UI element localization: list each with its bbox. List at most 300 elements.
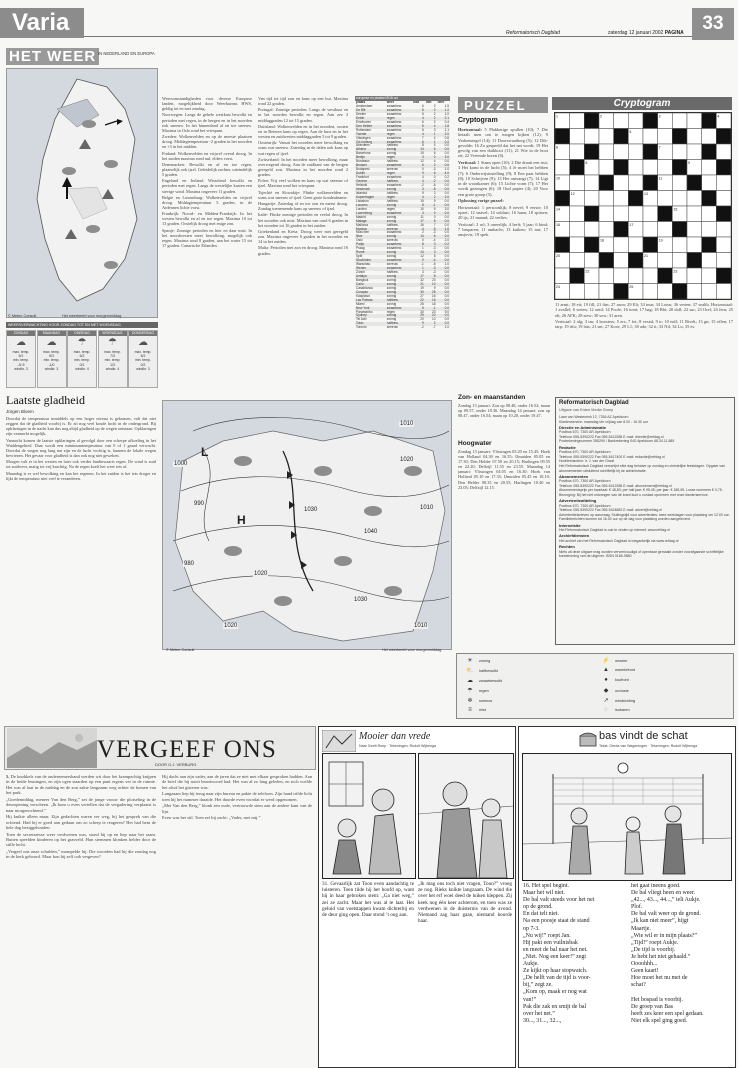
table-cell: 0.0 [444, 285, 449, 290]
table-cell: 0.0 [444, 246, 449, 251]
table-cell: 0.0 [444, 254, 449, 259]
grid-cell[interactable] [628, 268, 643, 284]
grid-cell[interactable] [599, 284, 614, 300]
table-cell: sneeuw [386, 325, 398, 330]
grid-cell[interactable] [687, 129, 702, 145]
grid-cell[interactable] [570, 284, 585, 300]
table-cell: Zd.Limburg [356, 139, 373, 144]
grid-cell-black [570, 268, 585, 284]
legend-symbol-icon: ☂ [467, 688, 473, 694]
isobar-label: 980 [184, 561, 195, 567]
grid-cell[interactable] [555, 268, 570, 284]
crossword-grid-svg [555, 113, 731, 299]
grid-cell[interactable] [599, 160, 614, 176]
grid-cell[interactable] [643, 268, 658, 284]
grid-cell[interactable] [599, 222, 614, 238]
table-cell: Antalya [356, 273, 367, 278]
forecast-wind: windkr. 3 [44, 366, 59, 371]
grid-cell-black [643, 237, 658, 253]
table-cell: Tel Aviv [356, 317, 367, 322]
grid-cell[interactable] [658, 160, 673, 176]
legend-symbol-icon: ◌ [604, 707, 608, 713]
grid-cell[interactable] [584, 222, 599, 238]
comic-text-line: „42..., 43..., 44...,” telt Aukje. [631, 897, 701, 904]
grid-cell[interactable] [628, 144, 643, 160]
table-cell: 17 [420, 218, 424, 223]
grid-cell[interactable] [570, 129, 585, 145]
grid-cell[interactable] [672, 237, 687, 253]
grid-cell[interactable] [599, 191, 614, 207]
europe-map-caption-right: Het weerbeeld voor morgenmiddag [382, 648, 442, 652]
grid-cell-black [643, 113, 658, 129]
netherlands-map-graphic [7, 69, 157, 317]
grid-cell[interactable] [672, 191, 687, 207]
comic2-text-left [523, 883, 627, 1065]
colophon-line: Postbus 670, 7300 AR Apeldoorn [559, 430, 611, 435]
grid-cell[interactable] [628, 160, 643, 176]
forecast-min-label: min. temp. [43, 358, 60, 363]
grid-cell[interactable] [716, 222, 731, 238]
table-cell: 16 [432, 293, 436, 298]
grid-cell[interactable] [599, 206, 614, 222]
grid-cell[interactable] [702, 284, 717, 300]
grid-cell[interactable] [672, 253, 687, 269]
grid-cell[interactable] [570, 222, 585, 238]
table-cell: sneeuw [386, 238, 398, 243]
forecast-min-value: 0/2 [140, 362, 146, 367]
table-cell: regen [386, 194, 395, 199]
table-cell: 9.0 [444, 309, 449, 314]
header-rule [84, 36, 692, 37]
grid-cell[interactable] [687, 237, 702, 253]
table-cell: Kopenhagen [356, 194, 375, 199]
table-cell: zonnig [386, 293, 397, 298]
grid-cell[interactable] [658, 222, 673, 238]
table-cell: -3 [432, 167, 436, 172]
table-cell: Mallorca [356, 222, 369, 227]
table-cell: Moskou [356, 226, 368, 231]
temp-col-header: weer [386, 100, 395, 104]
grid-cell[interactable] [672, 144, 687, 160]
forecast-wind: windkr. 4 [75, 366, 89, 371]
grid-cell-black [687, 253, 702, 269]
table-cell: Deelen [356, 111, 367, 116]
grid-cell[interactable] [672, 113, 687, 129]
grid-cell[interactable] [584, 191, 599, 207]
serial-byline: DOOR G.J. VERBURG [155, 762, 197, 767]
table-cell: zwaarbew. [386, 107, 402, 112]
europe-paragraph: Hongarije: Zaterdag af en toe zon en meest droog. Zondag toenemende kans op sneeuw of ijzel. [258, 201, 348, 212]
grid-cell[interactable] [570, 144, 585, 160]
grid-number: 21 [644, 254, 648, 258]
grid-cell[interactable] [702, 268, 717, 284]
grid-cell[interactable] [716, 284, 731, 300]
forecast-max-value: 6/2 [79, 354, 85, 359]
europe-paragraph: Zweden: Wolkenvelden en op de meeste plaatsen droog. Middagtemperatuur -2 graden in het noorden en +3 in het midden. [162, 134, 252, 150]
grid-number: 10 [556, 176, 560, 181]
grid-cell[interactable] [643, 129, 658, 145]
table-cell: 0.2 [444, 139, 449, 144]
comic-bas-vindt-de-schat [518, 726, 736, 1068]
comic-text-line: bij,” zegt ze. [523, 982, 553, 989]
table-cell: halfbew. [386, 269, 399, 274]
grid-cell[interactable] [702, 253, 717, 269]
grid-cell[interactable] [687, 113, 702, 129]
comic1-panel-1 [322, 753, 416, 879]
table-cell: 8 [433, 273, 436, 278]
grid-cell[interactable] [614, 268, 629, 284]
comic-text-line: „Kom op, maak er nog wat [523, 989, 587, 996]
grid-cell[interactable] [599, 268, 614, 284]
colophon-line: Abonnementsprijs per kwartaal: € 48,80; per half jaar: € 95,45; per jaar: € 185,95. Losse nummers € 0,75. [559, 488, 723, 493]
table-cell: zwaarbew. [386, 246, 402, 251]
table-cell: Rotterdam [356, 127, 371, 132]
grid-cell[interactable] [614, 191, 629, 207]
table-cell: 0.0 [444, 293, 449, 298]
grid-number: 1 [556, 114, 558, 119]
table-cell: 23 [432, 277, 436, 282]
table-cell: -2 [420, 183, 424, 188]
table-cell: zonnig [386, 218, 397, 223]
table-cell: 6 [433, 151, 436, 156]
table-cell: 16 [420, 222, 424, 227]
grid-cell[interactable] [599, 129, 614, 145]
table-cell: zwaarbew. [386, 266, 402, 271]
table-cell: zonnig [386, 151, 397, 156]
grid-cell[interactable] [658, 284, 673, 300]
weather-icon: ☂ [77, 337, 87, 348]
table-cell: De Bilt [356, 107, 366, 112]
comic-text-line: heeft zes keer een spel gedaan. [631, 1010, 704, 1017]
europe-paragraph: Oostenrijk: Vanuit het noorden meer bewolking en soms wat sneeuw. Zaterdag in de dalen ook kans op wat regen of ijzel. [258, 140, 348, 156]
table-cell: Twente [356, 131, 367, 136]
table-cell: 8 [422, 242, 424, 247]
temperature-table [355, 96, 450, 396]
grid-cell-black [643, 175, 658, 191]
grid-cell[interactable] [687, 191, 702, 207]
table-cell: 0 [422, 167, 424, 172]
comic2-credit: Tekst: Gerda van Wageningen · Tekeningen: Rudolf Wijbenga [599, 744, 698, 748]
grid-cell[interactable] [702, 222, 717, 238]
grid-cell[interactable] [555, 160, 570, 176]
grid-cell[interactable] [584, 175, 599, 191]
grid-cell[interactable] [658, 253, 673, 269]
forecast-max-label: max. temp. [104, 350, 121, 354]
crossword-title: Cryptogram [552, 97, 732, 110]
comic-text-line: op de grond. [523, 904, 553, 911]
table-cell: Zürich [356, 269, 365, 274]
table-cell: zonnig [386, 285, 397, 290]
grid-cell[interactable] [614, 175, 629, 191]
table-cell: 6 [433, 234, 436, 239]
table-cell: zonnig [386, 202, 397, 207]
comic-text-line: Maar het wil niet. [523, 890, 565, 897]
table-cell: zonnig [386, 250, 397, 255]
table-cell: Berlijn [356, 155, 365, 160]
grid-cell[interactable] [584, 253, 599, 269]
table-cell: Innsbruck [356, 186, 370, 191]
table-cell: 0 [433, 175, 436, 180]
grid-cell[interactable] [628, 237, 643, 253]
table-cell: 22 [420, 297, 424, 302]
forecast-day: ZONDAG [7, 331, 35, 336]
table-cell: 17 [420, 273, 424, 278]
grid-cell[interactable] [687, 268, 702, 284]
article-body [6, 416, 156, 718]
table-cell: regen [386, 171, 395, 176]
table-cell: 7 [433, 222, 436, 227]
table-cell: zonnig [386, 277, 397, 282]
table-cell: 1.0 [444, 167, 449, 172]
puzzle-answers-right [555, 302, 733, 344]
table-cell: Madrid [356, 214, 366, 219]
comic-text-line: het gaat ineens goed. [631, 883, 681, 889]
legend-label: regen [479, 689, 489, 693]
grid-cell[interactable] [687, 144, 702, 160]
grid-cell[interactable] [614, 237, 629, 253]
grid-cell[interactable] [672, 175, 687, 191]
grid-cell[interactable] [716, 144, 731, 160]
grid-number: 16 [556, 223, 560, 227]
article-author: Jürgen Bloem [6, 409, 34, 414]
grid-cell[interactable] [570, 253, 585, 269]
table-cell: 8 [422, 202, 424, 207]
grid-cell[interactable] [716, 237, 731, 253]
table-cell: 1.0 [444, 111, 449, 116]
table-cell: 2.0 [444, 131, 449, 136]
clues-down: 1 Staan open (10); 2 Die draait een trui; 3 Het komt in de lucht (5); 4 Je moet het hebben (7); 6 Onderwijsinstelling (9); 8 Een paar hebben (8); 10 Schrijven (9); 13 Het ontvangt (7); 14 Ligt in de woonkamer (6); 15 Lichte vorm (7); 17 Het wordt gezongen (6); 18 Oud papier (4); 20 Voor een grote groep (5). [458, 159, 548, 197]
table-cell: halfbew. [386, 143, 399, 148]
table-cell: zonnig [386, 301, 397, 306]
solution-heading: Oplossing vorige puzzel: [458, 198, 504, 204]
table-cell: Genève [356, 179, 368, 184]
grid-cell[interactable] [628, 113, 643, 129]
table-cell: 2 [433, 115, 436, 120]
europe-paragraph: Polen: Vrij veel wolken en kans op wat sneeuw of ijzel. Maxima rond het vriespunt. [258, 178, 348, 189]
grid-cell[interactable] [658, 191, 673, 207]
tide-text: Zondag 13 januari: Vlissingen 03.20 en 15.45; Hoek van Holland 04.30 en 16.55; IJmuiden 05.05 en 17.30; Den Helder 07.50 en 20.15; Harlingen 09.55 en 22.20; Delfzijl 11.35 en 23.55. Maandag 14 januari: Vlissingen 04.05 en 16.30; Hoek van Holland 05.10 en 17.35; IJmuiden 05.45 en 18.10; Den Helder 08.35 en 20.55; Harlingen 10.40 en 23.05; Delfzijl 12.15. [458, 449, 550, 490]
table-cell: 3 [422, 155, 424, 160]
grid-cell[interactable] [614, 144, 629, 160]
grid-number: 11 [658, 176, 663, 181]
grid-cell[interactable] [584, 129, 599, 145]
table-cell: zwaarbew. [386, 230, 402, 235]
table-cell: Warschau [356, 262, 371, 267]
serial-paragraph: Even was het stil. Toen zei hij zacht: „Vader, met mij.” [162, 815, 261, 821]
grid-cell[interactable] [570, 206, 585, 222]
legend-label: zwaarbewolkt [479, 679, 503, 683]
table-cell: 2.0 [444, 194, 449, 199]
table-cell: zwaarbew. [386, 305, 402, 310]
table-cell: zwaarbew. [386, 119, 402, 124]
grid-cell-black [658, 206, 673, 222]
grid-cell[interactable] [614, 206, 629, 222]
table-cell: 0.0 [444, 313, 449, 318]
table-cell: -3 [432, 246, 436, 251]
table-cell: München [356, 230, 370, 235]
table-cell: 8 [433, 218, 436, 223]
comic-text-line: Maartje. [631, 925, 651, 932]
colophon-line: Advertentieafdeling [559, 498, 597, 504]
table-cell: Londen [356, 206, 367, 211]
comic1-text-left: 31. Gevaarlijk zat Toon even aandachtig te luisteren. Toen tilde hij het hoofd op, want hij in haar gebroken stem: „Ga niet weg,” zei ze zacht. Maar het was al te laat. Het geluid van voetstappen kwam dichterbij en de deur ging open. Daar stond ’t oog aan. [322, 881, 414, 919]
table-cell: Wenen [356, 266, 367, 271]
grid-cell[interactable] [643, 222, 658, 238]
page-number: 33 [692, 8, 734, 40]
table-cell: 0.0 [444, 277, 449, 282]
comic1-emblem [322, 730, 356, 752]
weather-icon: ☁ [46, 337, 57, 348]
table-cell: 4 [433, 143, 436, 148]
europe-paragraph: Griekenland en Kreta: Droog weer met geregeld zon. Maxima ongeveer 6 graden in het noorden en 14 in het zuiden. [258, 228, 348, 245]
grid-cell[interactable] [643, 284, 658, 300]
grid-cell[interactable] [702, 129, 717, 145]
colophon-line: Telefoon 055-5390222 Fax 055-5412288 E-mail: abonnement@refdag.nl [559, 483, 672, 488]
forecast-min-value: 0/1 [79, 362, 85, 367]
table-cell: 4 [433, 159, 436, 164]
table-cell: 1.2 [444, 107, 449, 112]
table-cell: 3 [433, 103, 436, 108]
table-cell: -6 [432, 183, 436, 188]
table-cell: Locarno [356, 202, 368, 207]
serial-paragraph: „Met Van den Berg,” klonk een oude, vertrouwde stem aan de andere kant van de lijn. [162, 803, 312, 814]
grid-cell-black [672, 160, 687, 176]
grid-cell[interactable] [628, 175, 643, 191]
table-cell: -3 [432, 269, 436, 274]
grid-cell[interactable] [687, 284, 702, 300]
table-cell: 6 [422, 119, 424, 124]
grid-cell[interactable] [614, 113, 629, 129]
grid-cell[interactable] [599, 144, 614, 160]
serial-title: VERGEEF ONS [97, 736, 277, 763]
grid-cell[interactable] [643, 160, 658, 176]
legend-label: isobaren [615, 708, 630, 712]
grid-cell-black [555, 129, 570, 145]
table-cell: 2 [433, 111, 436, 116]
grid-number: 13 [644, 192, 648, 196]
table-cell: Eindhoven [356, 119, 372, 124]
comic-text-line: „Wie wil er in mijn plaats?” [631, 932, 698, 939]
puzzle-label: PUZZEL [464, 98, 527, 113]
grid-cell-black [687, 175, 702, 191]
forecast-max-value: 7/3 [110, 354, 115, 359]
europe-paragraph: Zwitserland: In het noorden meer bewolking, maar overwegend droog. Aan de zuidkant van de bergen geregeld zon. Maxima in het noorden rond 2 graden. [258, 156, 348, 178]
table-cell: Istanbul [356, 190, 368, 195]
legend-symbol-icon: ↗ [603, 698, 609, 704]
grid-cell-black [628, 253, 643, 269]
table-cell: 3 [433, 190, 436, 195]
colophon-line: Familieberichten kunnen tot 16.00 uur op de dag voor plaatsing worden aangeleverd. [559, 517, 691, 522]
isobar-label: 1010 [420, 505, 434, 511]
grid-cell[interactable] [702, 175, 717, 191]
colophon-subtitle: Uitgave van Erdee Media Groep [559, 408, 614, 412]
table-cell: Praag [356, 246, 365, 251]
grid-number: 7 [658, 145, 661, 150]
table-cell: 1.5 [444, 103, 449, 108]
table-cell: 25 [432, 289, 436, 294]
comic-text-line [631, 989, 731, 996]
clue-heading: Verticaal: [458, 159, 477, 165]
table-cell: Luxemburg [356, 210, 372, 215]
table-cell: 32 [420, 277, 424, 282]
table-cell: Toronto [356, 325, 367, 330]
legend-item [597, 707, 661, 717]
grid-cell-black [628, 191, 643, 207]
europe-paragraph: Van tijd tot tijd zon en kans op een bui. Maxima rond 22 graden. [258, 96, 348, 107]
forecast-day: DONDERDAG [129, 331, 157, 336]
table-cell: 9 [422, 321, 424, 326]
grid-cell[interactable] [570, 237, 585, 253]
table-cell: 2 [433, 194, 436, 199]
grid-number: 23 [673, 269, 678, 274]
grid-number: 3 [658, 114, 661, 119]
forecast-min-value: -3/-5 [17, 362, 25, 367]
grid-number: 17 [629, 223, 634, 227]
legend-item [597, 657, 661, 667]
table-cell: 0.0 [444, 218, 449, 223]
grid-cell[interactable] [702, 160, 717, 176]
colophon-line: Telefoon 055-5390222 Fax 055-5417400 E-mail: redactie@refdag.nl [559, 454, 665, 459]
grid-cell[interactable] [702, 206, 717, 222]
table-cell: 3 [433, 127, 436, 132]
forecast-max-label: max. temp. [12, 350, 30, 354]
table-cell: -3 [432, 230, 436, 235]
table-cell: Eelde [356, 115, 365, 120]
grid-cell[interactable] [687, 206, 702, 222]
comic1-panel-2 [418, 753, 514, 879]
table-cell: zwaarbew. [386, 103, 402, 108]
grid-cell[interactable] [614, 253, 629, 269]
table-cell: 4 [433, 135, 436, 140]
table-cell: Parijs [356, 242, 364, 247]
table-cell: 5 [433, 206, 436, 211]
table-cell: Tokio [356, 321, 364, 326]
grid-cell[interactable] [658, 129, 673, 145]
grid-cell[interactable] [716, 175, 731, 191]
table-cell: 20 [420, 317, 424, 322]
comic-text-line: over het net.” [523, 1010, 555, 1017]
table-cell: 7 [422, 135, 424, 140]
legend-item [461, 697, 525, 707]
table-cell: 0 [422, 238, 424, 243]
grid-cell[interactable] [570, 175, 585, 191]
table-cell: zonnig [386, 254, 397, 259]
crossword-grid[interactable] [554, 112, 732, 300]
europe-map-graphic [163, 401, 451, 649]
temp-col-header: plaats [356, 100, 366, 104]
comic2-text-right [631, 883, 731, 1065]
legend-label: mist [479, 708, 486, 712]
grid-cell[interactable] [716, 191, 731, 207]
table-cell: 0.2 [444, 175, 449, 180]
grid-cell[interactable] [687, 222, 702, 238]
grid-cell[interactable] [628, 206, 643, 222]
grid-cell[interactable] [570, 113, 585, 129]
table-cell: 15 [420, 151, 424, 156]
table-cell: regen [386, 206, 395, 211]
table-cell: zonnig [386, 273, 397, 278]
table-cell: halfbew. [386, 321, 399, 326]
table-cell: 6 [422, 139, 424, 144]
legend-item [597, 687, 661, 697]
table-cell: 23 [432, 309, 436, 314]
comic2-panel-art [523, 754, 731, 880]
grid-cell[interactable] [584, 284, 599, 300]
table-cell: 5 [422, 111, 424, 116]
grid-cell[interactable] [643, 206, 658, 222]
table-cell: 3.0 [444, 206, 449, 211]
grid-cell[interactable] [716, 253, 731, 269]
